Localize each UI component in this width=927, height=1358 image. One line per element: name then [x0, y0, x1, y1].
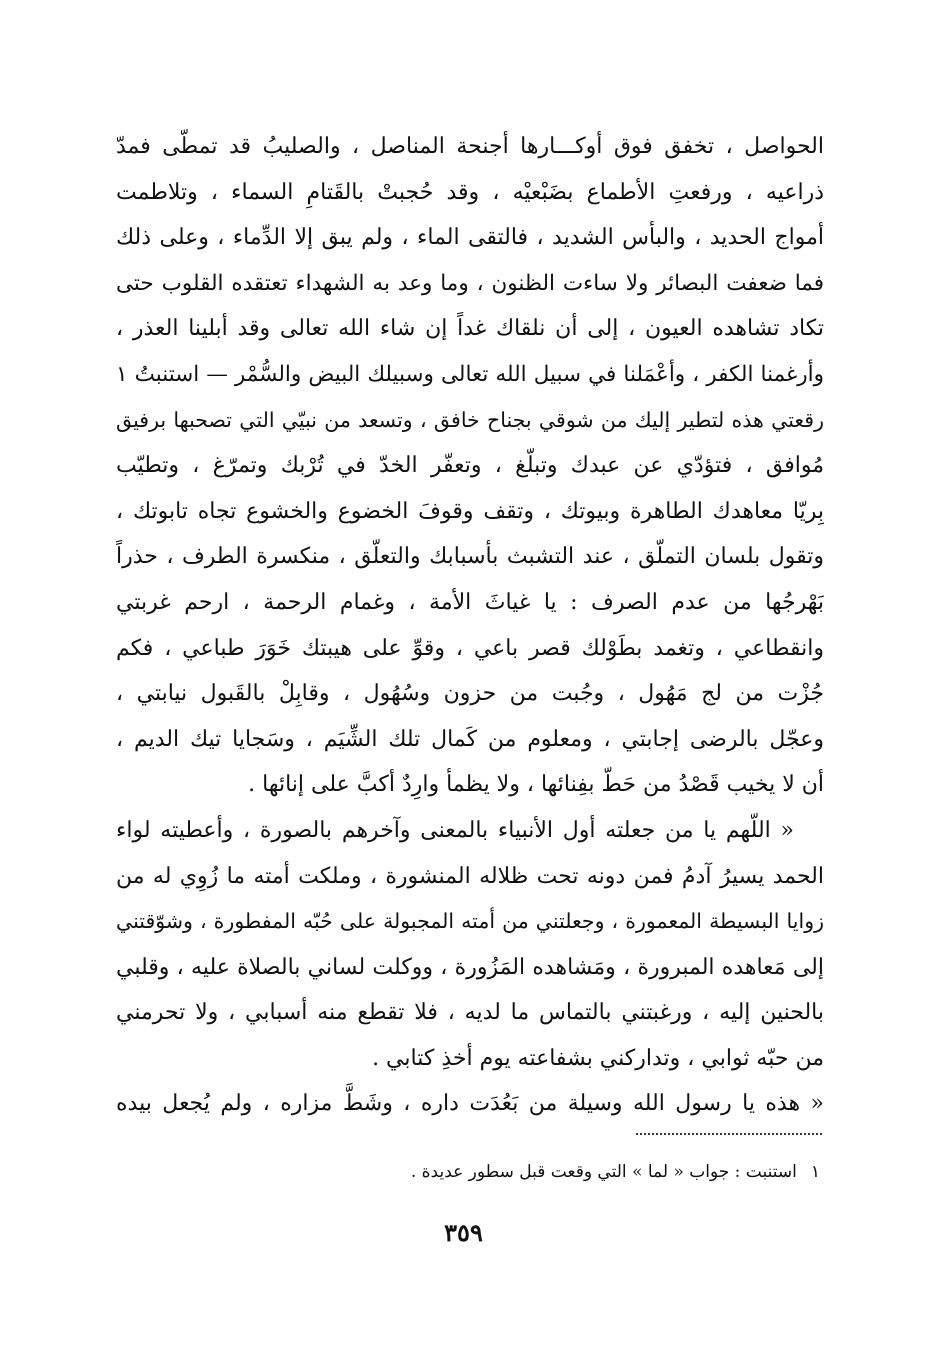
footnote	[380, 1162, 820, 1182]
page-number: ٣٥٩	[444, 1218, 483, 1247]
body-text	[116, 124, 824, 1127]
text-line: من حبّه ثوابي ، وتداركني بشفاعته يوم أخذِ كتابي .	[372, 1045, 824, 1071]
text-line: ذراعيه ، ورفعتِ الأطماع بضَبْعيْه ، وقد حُجبتْ بالقَتامِ السماء ، وتلاطمت	[116, 179, 824, 205]
text-line: رقعتي هذه لتطير إليك من شوقي بجناح خافق ، وتسعد من نبيّي التي تصحبها برفيق	[116, 407, 824, 432]
text-line: بالحنين إليه ، ورغبتني بالتماس ما لديه ، فلا تقطع منه أسبابي ، ولا تحرمني	[116, 1000, 824, 1026]
text-line: بِريّا معاهدك الطاهرة وبيوتك ، وتقف وقوفَ الخضوع والخشوع تجاه تابوتك ،	[116, 498, 824, 524]
text-line: « اللّهم يا من جعلته أول الأنبياء بالمعنى وآخرهم بالصورة ، وأعطيته لواء	[116, 817, 794, 843]
text-line: الحمد يسيرُ آدمُ فمن دونه تحت ظلاله المنشورة ، وملكت أمته ما زُوِي له من	[116, 863, 824, 889]
text-line: « هذه يا رسول الله وسيلة من بَعُدَت داره ، وشَطَّ مزاره ، ولم يُجعل بيده	[116, 1091, 824, 1117]
text-line: وأرغمنا الكفر ، وأعْمَلنا في سبيل الله تعالى وسبيلك البيض والسُّمْر — استنبتُ ١	[116, 361, 824, 387]
footnote-text: استنبت : جواب « لما » التي وقعت قبل سطور عديدة .	[410, 1162, 797, 1182]
text-line: بَهْرجُها من عدم الصرف : يا غياثَ الأمة ، وغمام الرحمة ، ارحم غربتي	[116, 589, 824, 615]
footnote-separator	[636, 1133, 822, 1135]
text-line: مُوافق ، فتؤدّي عن عبدك وتبلّغ ، وتعفّر الخدّ في تُرْبك وتمرّغ ، وتطيّب	[116, 453, 824, 479]
text-line: أن لا يخيب قَصْدُ من حَطّ بفِنائها ، ولا يظمأ وارِدٌ أكبَّ على إنائها .	[248, 772, 824, 798]
text-line: أمواج الحديد ، والبأس الشديد ، فالتقى الماء ، ولم يبق إلا الدِّماء ، وعلى ذلك	[116, 225, 824, 251]
footnote-number: ١	[810, 1162, 820, 1182]
text-line: وعجّل بالرضى إجابتي ، ومعلوم من كَمال تلك الشِّيَم ، وسَجايا تيك الديم ،	[116, 726, 824, 752]
text-line: جُزْت من لج مَهُول ، وجُبت من حزون وسُهُول ، وقابِلْ بالقَبول نيابتي ،	[116, 681, 824, 707]
text-line: وانقطاعي ، وتغمد بطَوْلك قصر باعي ، وقوِّ على هيبتك خَوَرَ طباعي ، فكم	[116, 635, 824, 661]
text-line: وتقول بلسان التملّق ، عند التشبث بأسبابك والتعلّق ، منكسرة الطرف ، حذراً	[116, 544, 824, 570]
text-line: تكاد تشاهده العيون ، إلى أن نلقاك غداً إن شاء الله تعالى وقد أبلينا العذر ،	[116, 316, 824, 342]
text-line: فما ضعفت البصائر ولا ساءت الظنون ، وما وعد به الشهداء تعتقده القلوب حتى	[116, 270, 824, 296]
text-line: الحواصل ، تخفق فوق أوكـــارها أجنحة المناصل ، والصليبُ قد تمطّى فمدّ	[116, 134, 824, 159]
text-line: إلى مَعاهده المبرورة ، ومَشاهده المَزُورة ، ووكلت لساني بالصلاة عليه ، وقلبي	[116, 954, 824, 980]
text-line: زوايا البسيطة المعمورة ، وجعلتني من أمته المجبولة على حُبّه المفطورة ، وشوّقتني	[116, 909, 824, 934]
